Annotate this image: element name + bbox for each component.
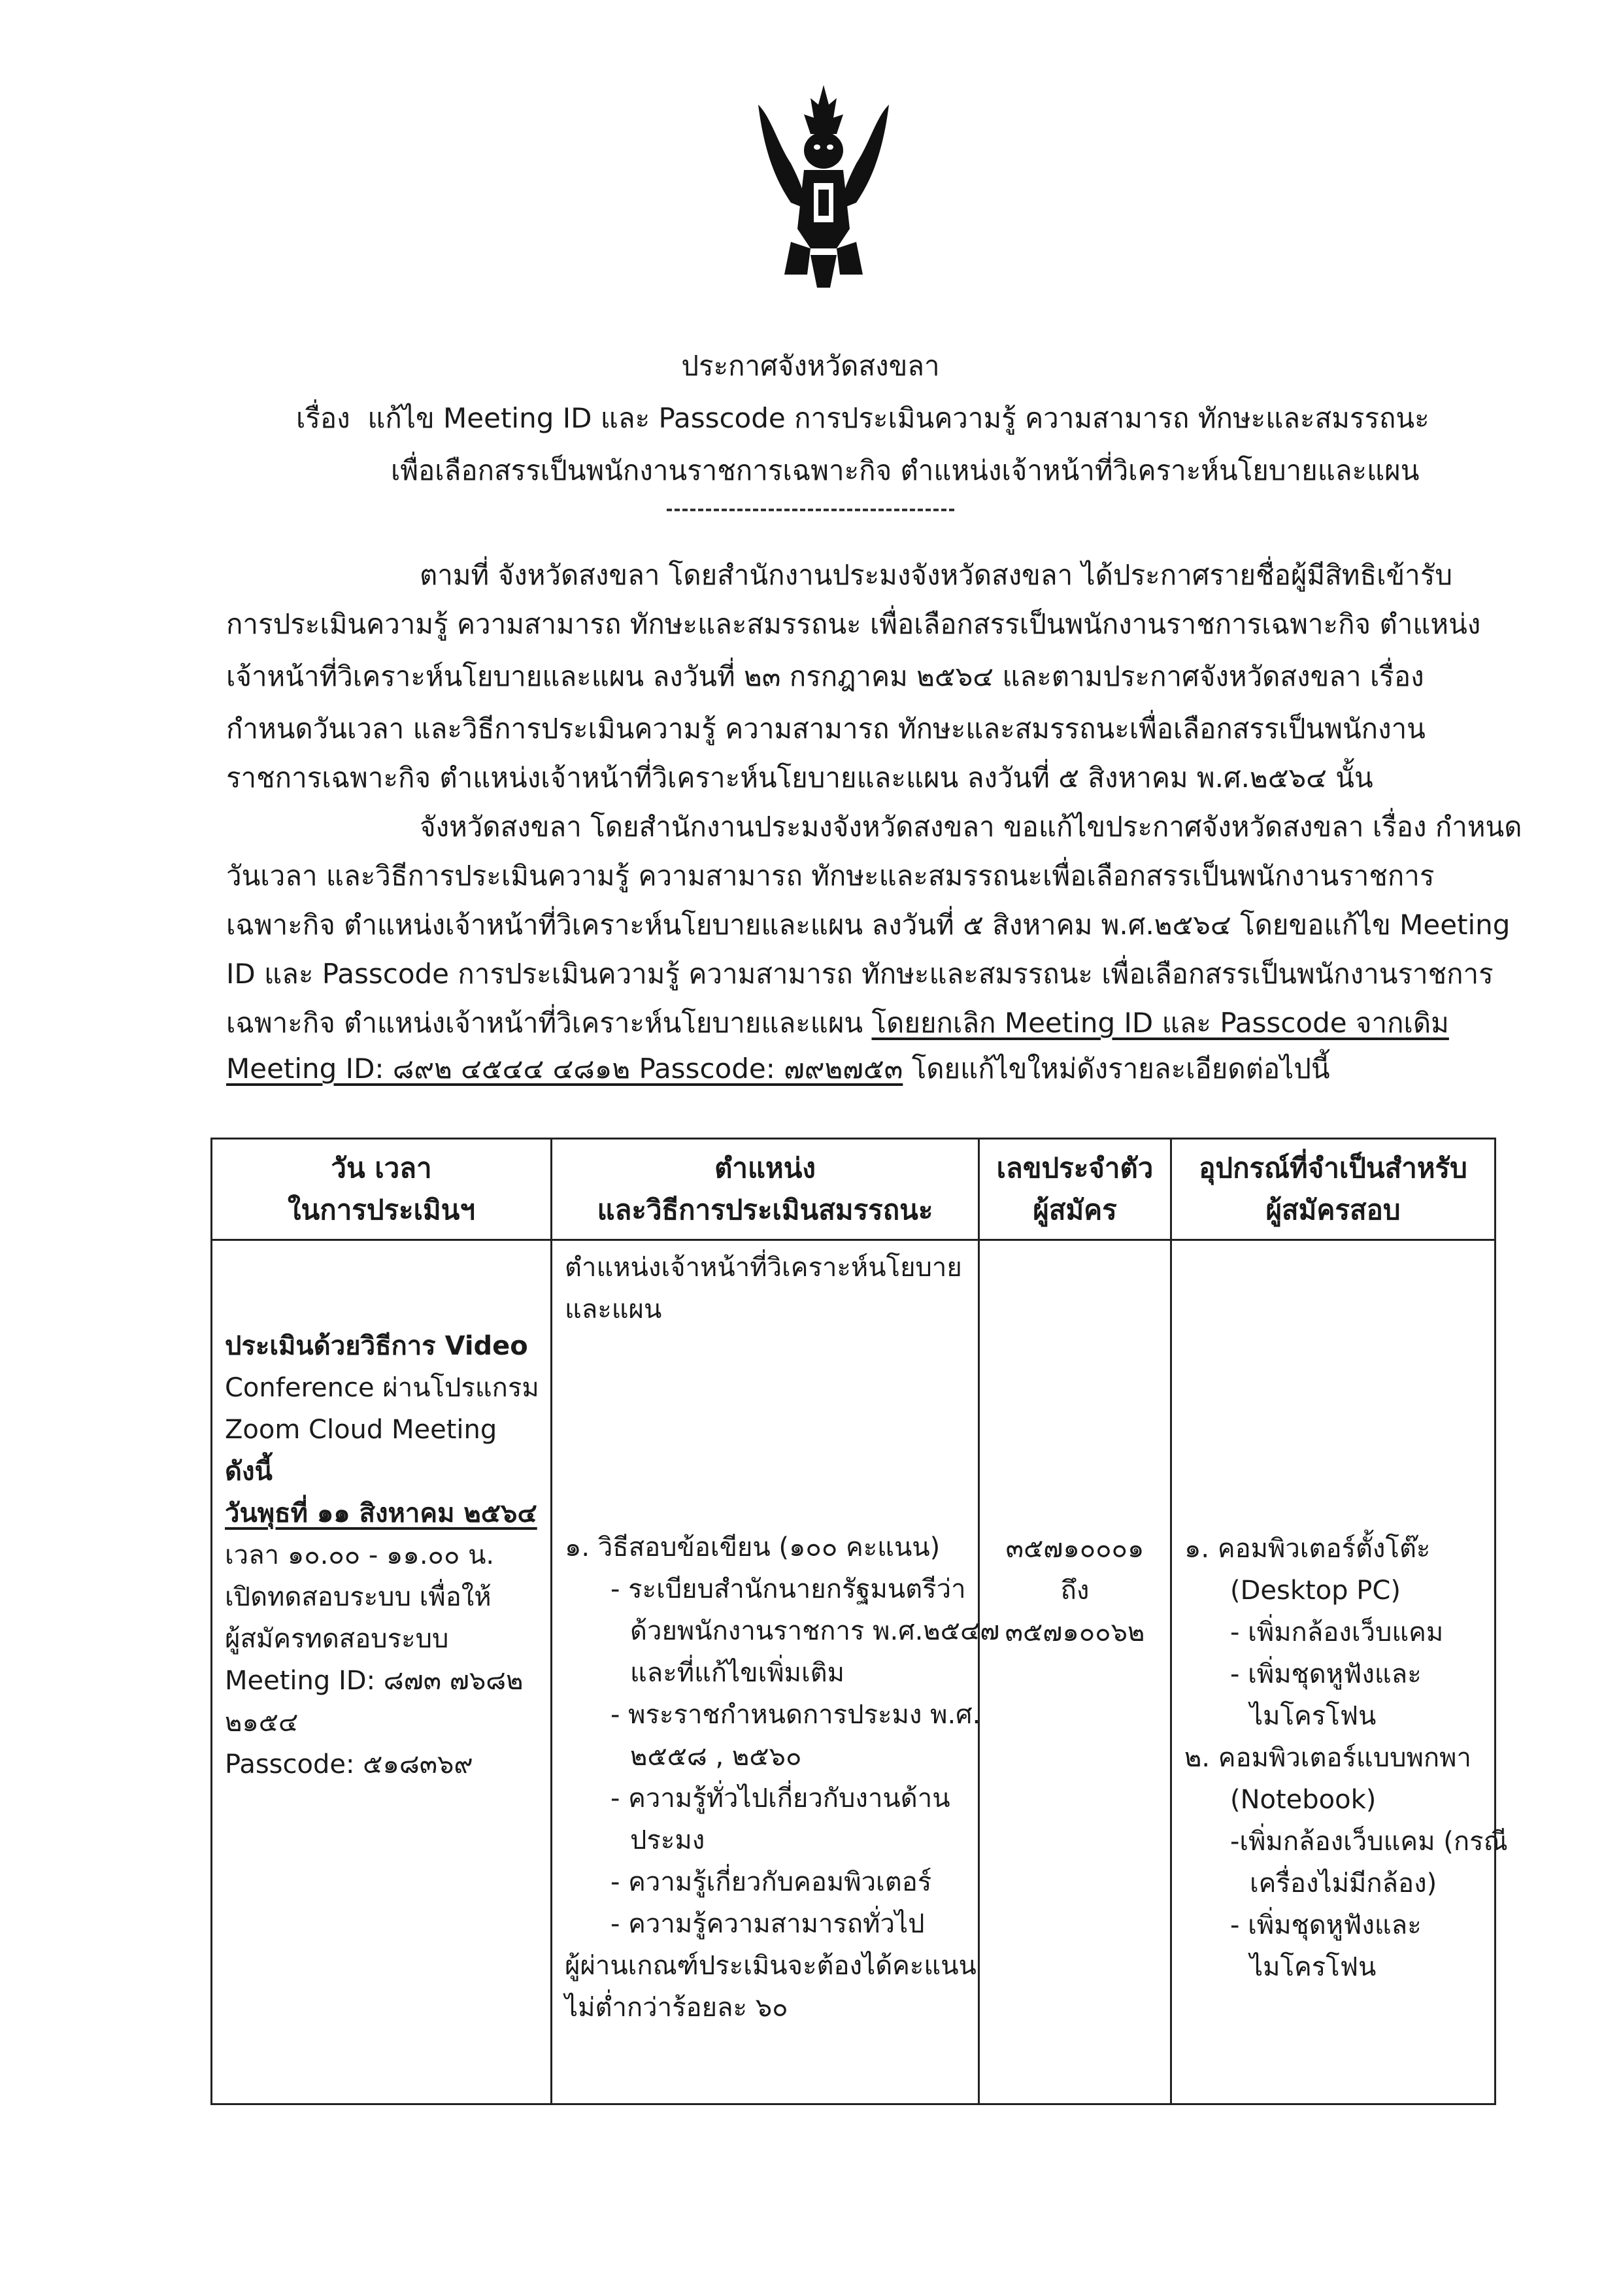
old-meeting-info: Meeting ID: ๘๙๒ ๔๕๔๔ ๔๘๑๒ Passcode: ๗๙๒๗๕๓ xyxy=(226,1053,903,1085)
cell-applicant-id: ๓๕๗๑๐๐๐๑ ถึง ๓๕๗๑๐๐๖๒ xyxy=(979,1240,1171,2104)
paragraph-2-line-2: วันเวลา และวิธีการประเมินความรู้ ความสามารถ ทักษะและสมรรถนะเพื่อเลือกสรรเป็นพนักงานราชการ xyxy=(226,860,1435,892)
subject-line-2: เพื่อเลือกสรรเป็นพนักงานราชการเฉพาะกิจ ตำแหน่งเจ้าหน้าที่วิเคราะห์นโยบายและแผน xyxy=(391,454,1420,486)
paragraph-2-line-5 xyxy=(226,1004,1449,1043)
exam-date: วันพุธที่ ๑๑ สิงหาคม ๒๕๖๔ xyxy=(225,1498,537,1528)
meeting-id: Meeting ID: ๘๗๓ ๗๖๘๒ xyxy=(225,1666,524,1696)
paragraph-1-line-3: เจ้าหน้าที่วิเคราะห์นโยบายและแผน ลงวันที่ ๒๓ กรกฎาคม ๒๕๖๔ และตามประกาศจังหวัดสงขลา เรื่อง xyxy=(226,660,1424,692)
garuda-emblem-icon xyxy=(745,78,902,294)
header-position-method: ตำแหน่ง และวิธีการประเมินสมรรถนะ xyxy=(552,1139,979,1240)
header-applicant-id: เลขประจำตัว ผู้สมัคร xyxy=(979,1139,1171,1240)
applicant-id-from: ๓๕๗๑๐๐๐๑ xyxy=(1005,1534,1145,1564)
paragraph-2-line-1: จังหวัดสงขลา โดยสำนักงานประมงจังหวัดสงขลา ขอแก้ไขประกาศจังหวัดสงขลา เรื่อง กำหนด xyxy=(420,811,1522,843)
table-row xyxy=(212,1240,1496,2104)
passcode: Passcode: ๕๑๘๓๖๙ xyxy=(225,1749,473,1780)
paragraph-1-line-5: ราชการเฉพาะกิจ ตำแหน่งเจ้าหน้าที่วิเคราะห์นโยบายและแผน ลงวันที่ ๕ สิงหาคม พ.ศ.๒๕๖๔ นั้น xyxy=(226,762,1373,794)
header-equipment: อุปกรณ์ที่จำเป็นสำหรับ ผู้สมัครสอบ xyxy=(1171,1139,1496,1240)
header-date-time: วัน เวลา ในการประเมินฯ xyxy=(212,1139,552,1240)
paragraph-2-line-4: ID และ Passcode การประเมินความรู้ ความสามารถ ทักษะและสมรรถนะ เพื่อเลือกสรรเป็นพนักงานราชการ xyxy=(226,958,1494,990)
paragraph-2-line-3: เฉพาะกิจ ตำแหน่งเจ้าหน้าที่วิเคราะห์นโยบายและแผน ลงวันที่ ๕ สิงหาคม พ.ศ.๒๕๖๔ โดยขอแก้ไข Meeting xyxy=(226,909,1511,941)
paragraph-2-line-5-plain: เฉพาะกิจ ตำแหน่งเจ้าหน้าที่วิเคราะห์นโยบายและแผน xyxy=(226,1007,872,1039)
schedule-table xyxy=(210,1138,1508,2105)
cell-equipment: ๑. คอมพิวเตอร์ตั้งโต๊ะ (Desktop PC) - เพิ่มกล้องเว็บแคม - เพิ่มชุดหูฟังและ ไมโครโฟน ๒. คอมพิวเตอร์แบบพกพา (Notebook) -เพิ่มกล้องเว็บแคม (กรณี เครื่องไม่มีกล้อง) - เพิ่มชุดหูฟังและ ไมโครโฟน xyxy=(1171,1240,1496,2104)
divider xyxy=(667,509,954,511)
subject-text-1: แก้ไข Meeting ID และ Passcode การประเมินความรู้ ความสามารถ ทักษะและสมรรถนะ xyxy=(367,402,1429,434)
subject-label: เรื่อง xyxy=(296,402,350,434)
paragraph-1-line-1: ตามที่ จังหวัดสงขลา โดยสำนักงานประมงจังหวัดสงขลา ได้ประกาศรายชื่อผู้มีสิทธิเข้ารับ xyxy=(420,559,1452,591)
paragraph-2-line-6 xyxy=(226,1049,1330,1089)
cell-date-time: ประเมินด้วยวิธีการ Video Conference ผ่านโปรแกรม Zoom Cloud Meeting ดังนี้ วันพุธที่ ๑๑ สิงหาคม ๒๕๖๔ เวลา ๑๐.๐๐ - ๑๑.๐๐ น. เปิดทดสอบระบบ เพื่อให้ ผู้สมัครทดสอบระบบ Meeting ID: ๘๗๓ ๗๖๘๒ ๒๑๕๔ Passcode: ๕๑๘๓๖๙ xyxy=(212,1240,552,2104)
cancel-notice: โดยยกเลิก Meeting ID และ Passcode จากเดิม xyxy=(871,1007,1449,1039)
cell-position-method: ตำแหน่งเจ้าหน้าที่วิเคราะห์นโยบาย และแผน ๑. วิธีสอบข้อเขียน (๑๐๐ คะแนน) - ระเบียบสำนักนายกรัฐมนตรีว่า ด้วยพนักงานราชการ พ.ศ.๒๕๔๗ และที่แก้ไขเพิ่มเติม - พระราชกำหนดการประมง พ.ศ. ๒๕๕๘ , ๒๕๖๐ - ความรู้ทั่วไปเกี่ยวกับงานด้าน ประมง - ความรู้เกี่ยวกับคอมพิวเตอร์ - ความรู้ความสามารถทั่วไป ผู้ผ่านเกณฑ์ประเมินจะต้องได้คะแนน ไม่ต่ำกว่าร้อยละ ๖๐ xyxy=(552,1240,979,2104)
applicant-id-to: ๓๕๗๑๐๐๖๒ xyxy=(1005,1617,1145,1647)
paragraph-1-line-4: กำหนดวันเวลา และวิธีการประเมินความรู้ ความสามารถ ทักษะและสมรรถนะเพื่อเลือกสรรเป็นพนักงาน xyxy=(226,713,1426,745)
table-header-row xyxy=(212,1139,1496,1240)
subject-line-1 xyxy=(296,399,1429,438)
paragraph-2-line-6-plain: โดยแก้ไขใหม่ดังรายละเอียดต่อไปนี้ xyxy=(903,1053,1330,1085)
announcement-title: ประกาศจังหวัดสงขลา xyxy=(681,350,940,382)
paragraph-1-line-2: การประเมินความรู้ ความสามารถ ทักษะและสมรรถนะ เพื่อเลือกสรรเป็นพนักงานราชการเฉพาะกิจ ตำแหน่ง xyxy=(226,608,1481,640)
